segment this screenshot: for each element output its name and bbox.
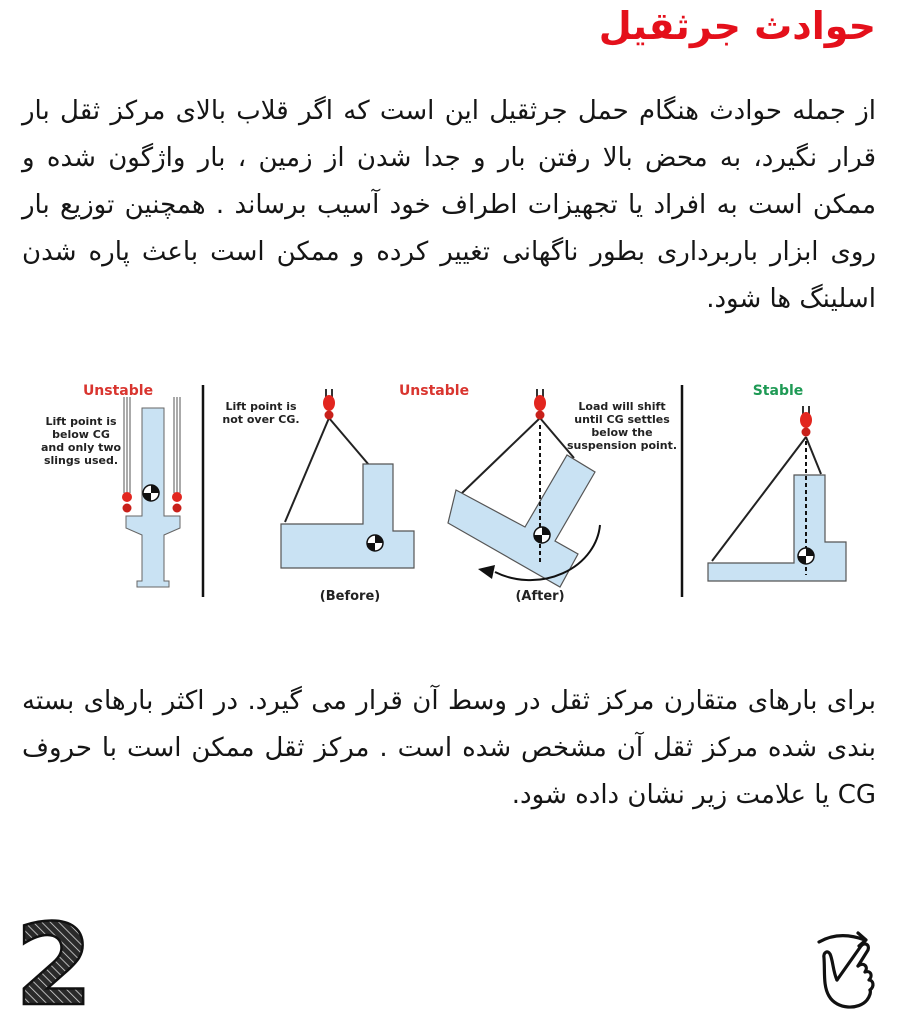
status-label: Unstable bbox=[398, 383, 470, 399]
cg-paragraph: برای بارهای متقارن مرکز ثقل در وسط آن قرار می گیرد. در اکثر بارهای بسته بندی شده مرکز ثقل آن مشخص شده است . مرکز ثقل ممکن است با حروف CG یا علامت زیر نشان داده شود. bbox=[22, 686, 876, 810]
page-number bbox=[14, 912, 94, 1012]
swipe-right-hand-icon[interactable] bbox=[815, 920, 890, 1010]
panel-unstable-after bbox=[399, 383, 677, 604]
panel-unstable-two-slings bbox=[41, 383, 182, 587]
note-line: and only two bbox=[40, 441, 122, 454]
note-line: until CG settles bbox=[574, 413, 670, 426]
status-label: Unstable bbox=[82, 383, 154, 399]
note-line: below CG bbox=[52, 428, 110, 441]
page-number-text: 2 bbox=[15, 912, 93, 1012]
status-label: Stable bbox=[752, 383, 804, 399]
note-line: below the bbox=[591, 426, 653, 439]
panel-stable bbox=[708, 383, 846, 581]
note-line: suspension point. bbox=[566, 439, 678, 452]
caption-before: (Before) bbox=[319, 589, 381, 604]
note-text bbox=[41, 415, 122, 467]
intro-paragraph: از جمله حوادث هنگام حمل جرثقیل این است که اگر قلاب بالای مرکز ثقل بار قرار نگیرد، به محض بالا رفتن بار و جدا شدن از زمین ، بار واژگون شده و ممکن است به افراد یا تجهیزات اطراف خود آسیب برساند . همچنین توزیع بار روی ابزار باربرداری بطور ناگهانی تغییر کرده و ممکن است باعث پاره شدن اسلینگ ها شود. bbox=[22, 96, 876, 314]
crane-cg-diagram bbox=[30, 375, 870, 610]
note-line: Lift point is bbox=[45, 415, 117, 428]
note-line: not over CG. bbox=[222, 413, 300, 426]
note-line: Load will shift bbox=[578, 400, 666, 413]
note-line: Lift point is bbox=[225, 400, 297, 413]
caption-after: (After) bbox=[515, 589, 565, 604]
note-line: slings used. bbox=[43, 454, 119, 467]
panel-unstable-before bbox=[222, 389, 414, 604]
page-title: حوادث جرثقیل bbox=[598, 4, 876, 48]
